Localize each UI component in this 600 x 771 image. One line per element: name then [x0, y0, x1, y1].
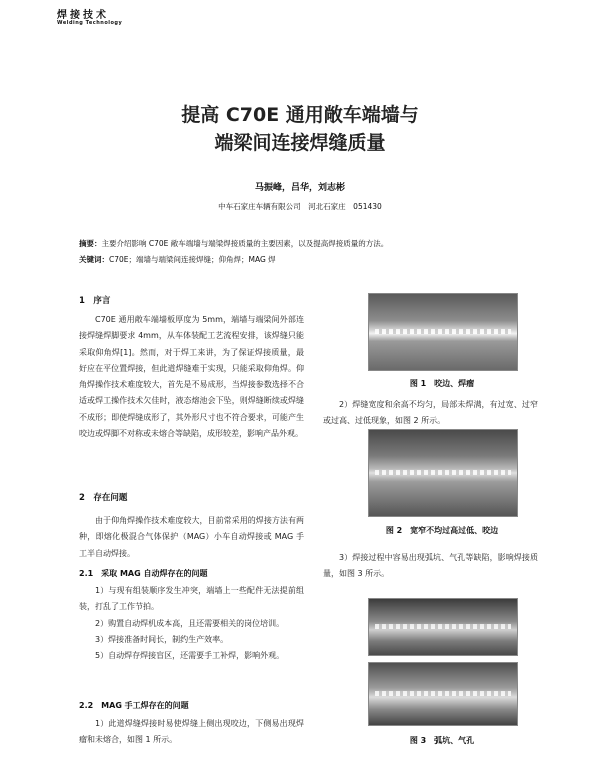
list-item: 3）焊接准备时间长，制约生产效率。: [95, 634, 229, 644]
section-2-1-list: [79, 583, 304, 664]
section-1-paragraph: C70E 通用敞车端墙板厚度为 5mm，端墙与端梁间外部连接焊缝焊脚要求 4mm，从车体装配工艺流程安排，该焊缝只能采取仰角焊[1]。然而，对于焊工来讲，为了保证焊接质量，最好应在平位置焊接，但此道焊缝难于实现，只能采取仰角焊。仰角焊操作技术难度较大，首先是不易成形，当焊接参数选择不合适或焊工操作技术欠佳时，液态熔池会下坠，则焊缝断续或焊缝不成形；即使焊缝成形了，其外形尺寸也不符合要求，可能产生咬边或焊脚不对称或未熔合等缺陷，成形较差，影响产品外观。: [79, 315, 304, 439]
abstract-text: 主要介绍影响 C70E 敞车端墙与端梁焊接质量的主要因素，以及提高焊接质量的方法。: [101, 239, 389, 248]
paper-title-line-2: 端梁间连接焊缝质量: [214, 132, 386, 154]
keywords-text: C70E；端墙与端梁间连接焊缝；仰角焊；MAG 焊: [109, 255, 276, 264]
weld-seam: [375, 329, 511, 334]
right-item-2: 2）焊缝宽度和余高不均匀，局部未焊满，有过宽、过窄或过高、过低现象，如图 2 所示。: [323, 400, 538, 426]
section-1-heading: 1 序言: [79, 296, 111, 306]
section-2-2-heading: 2.2 MAG 手工焊存在的问题: [79, 701, 189, 710]
figure-3-photo-bottom: [368, 662, 518, 726]
section-2-1-heading: 2.1 采取 MAG 自动焊存在的问题: [79, 569, 208, 578]
weld-seam: [375, 470, 511, 475]
abstract-block: [79, 236, 539, 268]
figure-3-photo-top: [368, 598, 518, 656]
section-2-2-item-1: 1）此道焊缝焊接时易使焊缝上侧出现咬边，下侧易出现焊瘤和未熔合，如图 1 所示。: [79, 719, 304, 745]
figure-2-photo: [368, 429, 518, 517]
keywords: [79, 252, 539, 268]
list-item: 5）自动焊存焊接盲区，还需要手工补焊，影响外观。: [95, 651, 285, 661]
weld-seam: [375, 691, 511, 696]
section-2-paragraph: 由于仰角焊操作技术难度较大，目前常采用的焊接方法有两种，即熔化极混合气体保护（MAG）小车自动焊接或 MAG 手工半自动焊接。: [79, 516, 304, 558]
affiliation: 中车石家庄车辆有限公司 河北石家庄 051430: [218, 202, 382, 211]
list-item: 1）与现有组装顺序发生冲突，端墙上一些配件无法提前组装，打乱了工作节拍。: [79, 586, 304, 612]
figure-1-photo: [368, 293, 518, 371]
abstract: [79, 236, 539, 252]
paper-title-line-1: 提高 C70E 通用敞车端墙与: [181, 104, 419, 126]
figure-2-caption: 图 2 宽窄不均过高过低、咬边: [385, 526, 499, 535]
section-2-heading: 2 存在问题: [79, 493, 128, 503]
abstract-label: 摘要：: [79, 239, 102, 248]
right-item-3: 3）焊接过程中容易出现弧坑、气孔等缺陷，影响焊接质量，如图 3 所示。: [323, 553, 538, 579]
figure-1-caption: 图 1 咬边、焊瘤: [409, 379, 475, 388]
figure-3-caption: 图 3 弧坑、气孔: [409, 736, 475, 745]
weld-seam: [375, 624, 511, 629]
authors: 马振峰，吕华，刘志彬: [254, 183, 345, 193]
journal-subtitle: Welding Technology: [57, 20, 123, 26]
keywords-label: 关键词：: [79, 255, 109, 264]
list-item: 2）购置自动焊机成本高，且还需要相关的岗位培训。: [95, 618, 285, 628]
journal-title: 焊接技术: [57, 10, 109, 21]
